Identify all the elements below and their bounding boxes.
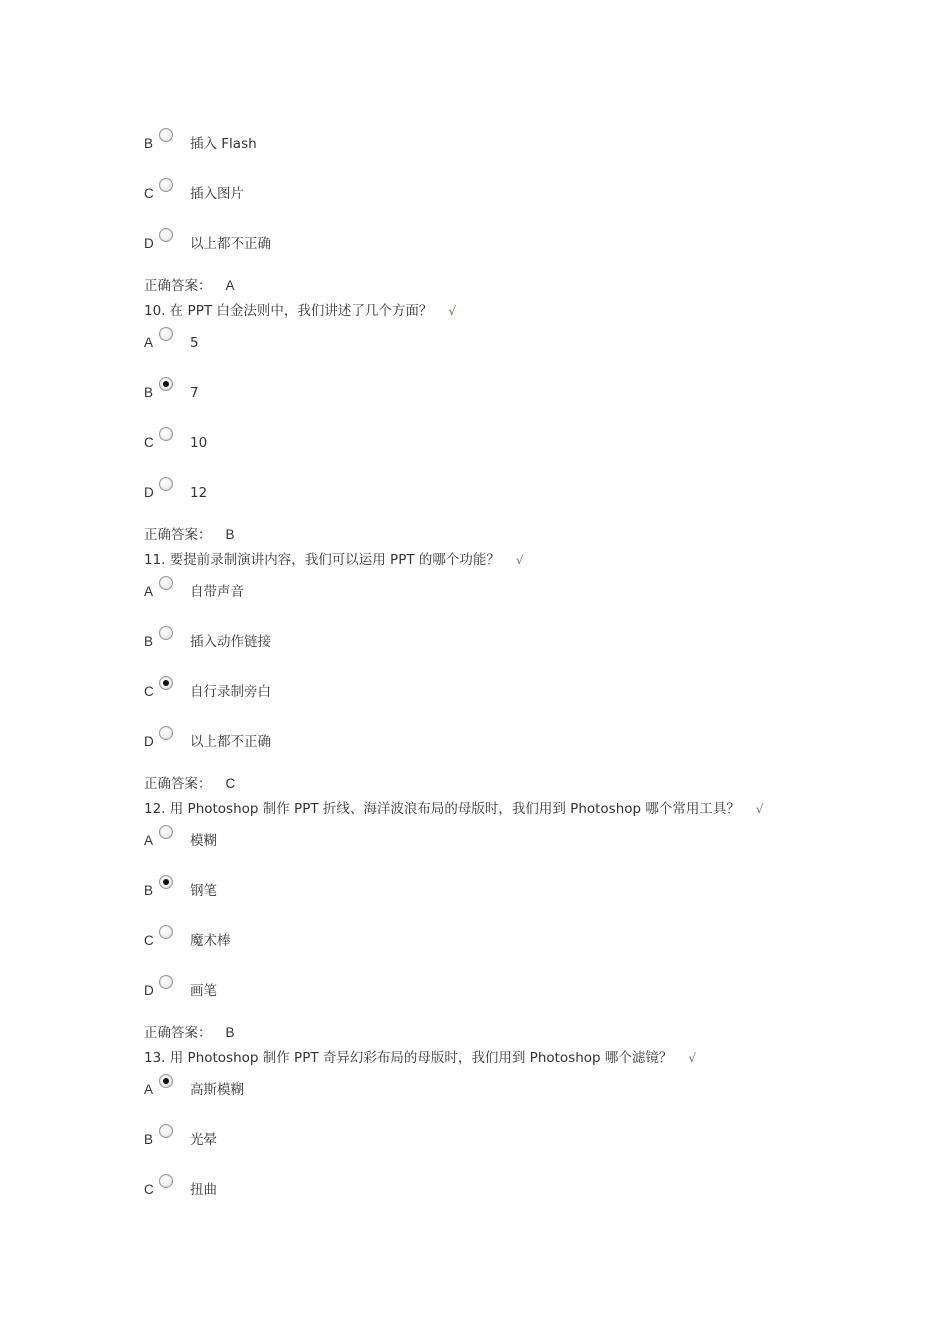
option-letter: C (144, 684, 154, 699)
question-title (144, 551, 524, 569)
option-letter: A (144, 584, 154, 599)
question-text: 13. 用 Photoshop 制作 PPT 奇异幻彩布局的母版时，我们用到 Photoshop 哪个滤镜？ (144, 1050, 673, 1066)
radio-button-icon[interactable] (159, 228, 173, 242)
option-text: 插入 Flash (190, 136, 257, 152)
radio-button-icon[interactable] (159, 576, 173, 590)
radio-button-icon[interactable] (159, 377, 173, 391)
option-text: 自行录制旁白 (190, 684, 271, 700)
option-row[interactable] (144, 228, 844, 258)
option-row[interactable] (144, 626, 844, 656)
option-letter: C (144, 933, 154, 948)
correct-answer (144, 526, 235, 544)
check-mark-icon: √ (688, 1051, 697, 1065)
answer-value: C (225, 776, 236, 791)
option-text: 扭曲 (190, 1182, 217, 1198)
option-row[interactable] (144, 875, 844, 905)
radio-button-icon[interactable] (159, 1074, 173, 1088)
radio-button-icon[interactable] (159, 1124, 173, 1138)
option-row[interactable] (144, 576, 844, 606)
option-letter: D (144, 734, 154, 749)
question-text: 11. 要提前录制演讲内容，我们可以运用 PPT 的哪个功能？ (144, 552, 500, 568)
correct-answer (144, 775, 235, 793)
option-row[interactable] (144, 128, 844, 158)
option-text: 光晕 (190, 1132, 217, 1148)
option-letter: D (144, 236, 154, 251)
option-text: 5 (190, 335, 199, 351)
radio-button-icon[interactable] (159, 128, 173, 142)
radio-button-icon[interactable] (159, 327, 173, 341)
option-letter: C (144, 1182, 154, 1197)
option-row[interactable] (144, 975, 844, 1005)
option-row[interactable] (144, 377, 844, 407)
check-mark-icon: √ (755, 802, 764, 816)
question-title (144, 800, 764, 818)
option-text: 高斯模糊 (190, 1082, 244, 1098)
check-mark-icon: √ (515, 553, 524, 567)
option-text: 以上都不正确 (190, 734, 271, 750)
radio-button-icon[interactable] (159, 925, 173, 939)
answer-label: 正确答案： (144, 776, 212, 792)
option-letter: D (144, 485, 154, 500)
radio-button-icon[interactable] (159, 676, 173, 690)
option-row[interactable] (144, 1174, 844, 1204)
option-row[interactable] (144, 427, 844, 457)
option-letter: D (144, 983, 154, 998)
option-letter: B (144, 1132, 154, 1147)
option-text: 7 (190, 385, 199, 401)
option-text: 自带声音 (190, 584, 244, 600)
radio-button-icon[interactable] (159, 975, 173, 989)
option-letter: B (144, 136, 154, 151)
option-row[interactable] (144, 477, 844, 507)
option-letter: B (144, 385, 154, 400)
option-row[interactable] (144, 825, 844, 855)
option-text: 画笔 (190, 983, 217, 999)
option-row[interactable] (144, 178, 844, 208)
answer-label: 正确答案： (144, 1025, 212, 1041)
answer-label: 正确答案： (144, 278, 212, 294)
option-letter: A (144, 1082, 154, 1097)
correct-answer (144, 1024, 235, 1042)
answer-value: B (225, 1025, 235, 1040)
option-text: 12 (190, 485, 208, 501)
option-row[interactable] (144, 676, 844, 706)
radio-button-icon[interactable] (159, 1174, 173, 1188)
option-text: 模糊 (190, 833, 217, 849)
option-text: 10 (190, 435, 208, 451)
radio-button-icon[interactable] (159, 726, 173, 740)
radio-button-icon[interactable] (159, 178, 173, 192)
question-title (144, 302, 456, 320)
option-row[interactable] (144, 1074, 844, 1104)
option-letter: C (144, 186, 154, 201)
option-letter: C (144, 435, 154, 450)
radio-button-icon[interactable] (159, 427, 173, 441)
option-letter: A (144, 335, 154, 350)
answer-value: B (225, 527, 235, 542)
answer-label: 正确答案： (144, 527, 212, 543)
question-text: 10. 在 PPT 白金法则中，我们讲述了几个方面？ (144, 303, 433, 319)
check-mark-icon: √ (448, 304, 457, 318)
option-text: 插入动作链接 (190, 634, 271, 650)
option-row[interactable] (144, 327, 844, 357)
option-letter: A (144, 833, 154, 848)
correct-answer (144, 277, 235, 295)
radio-button-icon[interactable] (159, 875, 173, 889)
question-title (144, 1049, 696, 1067)
radio-button-icon[interactable] (159, 477, 173, 491)
radio-button-icon[interactable] (159, 626, 173, 640)
option-row[interactable] (144, 1124, 844, 1154)
option-text: 插入图片 (190, 186, 244, 202)
option-row[interactable] (144, 726, 844, 756)
option-letter: B (144, 883, 154, 898)
option-text: 钢笔 (190, 883, 217, 899)
option-letter: B (144, 634, 154, 649)
option-text: 以上都不正确 (190, 236, 271, 252)
option-row[interactable] (144, 925, 844, 955)
answer-value: A (225, 278, 235, 293)
option-text: 魔术棒 (190, 933, 231, 949)
radio-button-icon[interactable] (159, 825, 173, 839)
question-text: 12. 用 Photoshop 制作 PPT 折线、海洋波浪布局的母版时，我们用到 Photoshop 哪个常用工具？ (144, 801, 740, 817)
